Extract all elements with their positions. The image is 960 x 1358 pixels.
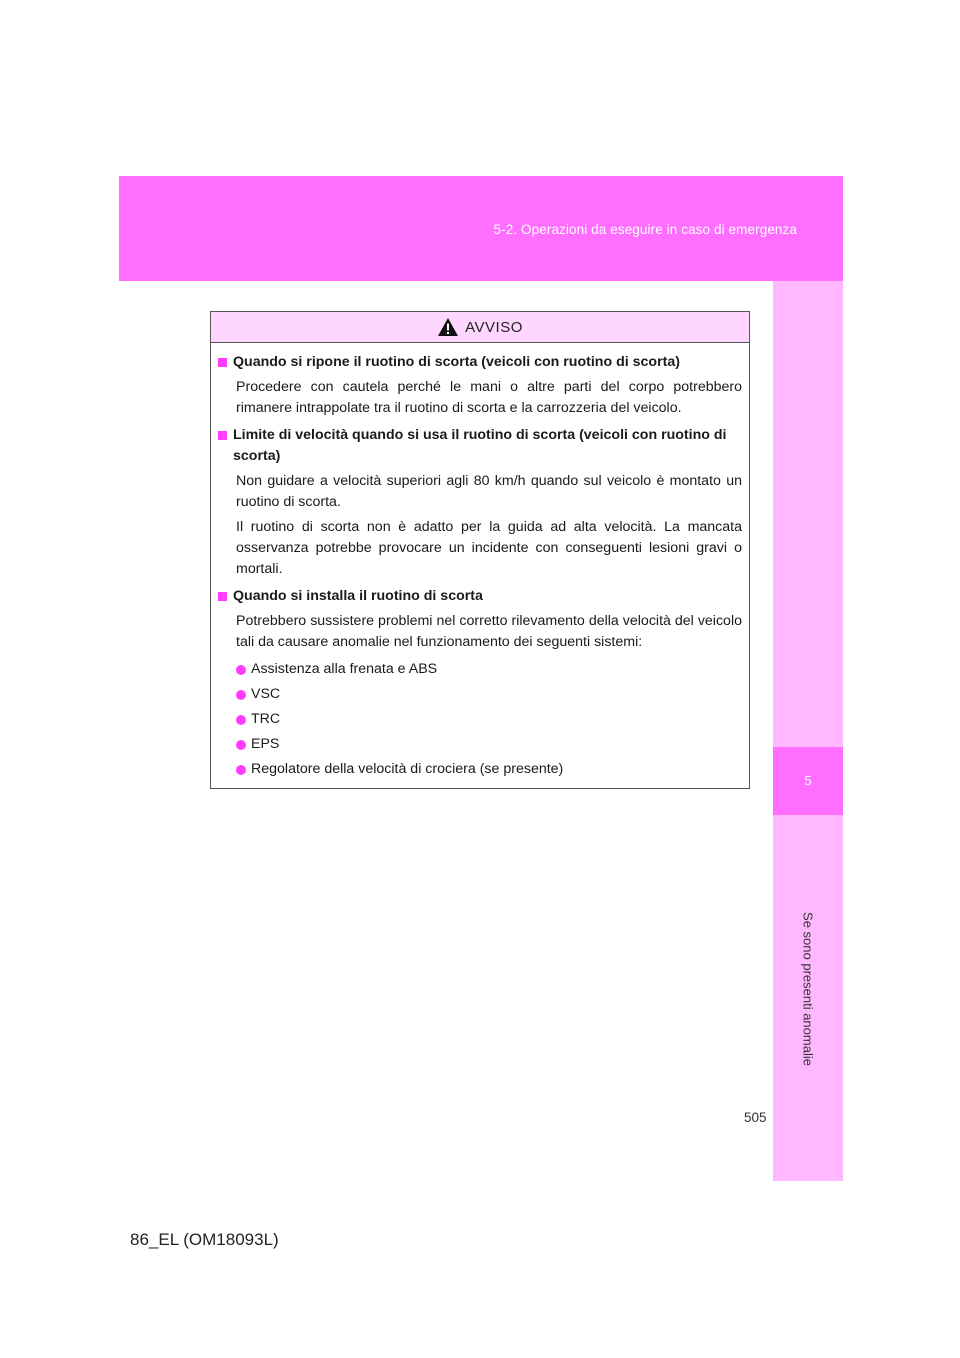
document-code: 86_EL (OM18093L) [130,1230,279,1249]
item-heading: Quando si ripone il ruotino di scorta (veicoli con ruotino di scorta) [233,354,680,370]
round-bullet-icon [236,740,246,750]
list-item: EPS [236,732,742,757]
header-band [119,176,843,281]
warning-item-installing-spare [218,586,742,782]
section-title: 5-2. Operazioni da eseguire in caso di emergenza [493,222,797,237]
round-bullet-icon [236,690,246,700]
square-bullet-icon [218,431,227,440]
warning-title: AVVISO [465,318,523,336]
warning-box [210,311,750,789]
page-number: 505 [744,1110,767,1125]
chapter-label: Se sono presenti anomalie [800,912,816,1066]
round-bullet-icon [236,765,246,775]
item-paragraph: Potrebbero sussistere problemi nel corretto rilevamento della velocità del veicolo tali da causare anomalie nel funzionamento dei seguenti sistemi: [236,613,742,650]
chapter-number: 5 [773,747,843,815]
round-bullet-icon [236,665,246,675]
square-bullet-icon [218,358,227,367]
chapter-side-tab[interactable] [773,281,843,1181]
item-paragraph: Procedere con cautela perché le mani o altre parti del corpo potrebbero rimanere intrappolate tra il ruotino di scorta e la carrozzeria del veicolo. [236,379,742,416]
warning-header [211,312,749,343]
list-item: VSC [236,682,742,707]
list-item: TRC [236,707,742,732]
list-item: Regolatore della velocità di crociera (se presente) [236,757,742,782]
square-bullet-icon [218,592,227,601]
warning-item-speed-limit [218,425,742,580]
warning-item-storing-spare [218,352,742,419]
item-paragraph: Non guidare a velocità superiori agli 80 km/h quando sul veicolo è montato un ruotino di scorta. [236,473,742,510]
round-bullet-icon [236,715,246,725]
item-paragraph: Il ruotino di scorta non è adatto per la guida ad alta velocità. La mancata osservanza potrebbe provocare un incidente con conseguenti lesioni gravi o mortali. [236,519,742,577]
list-item: Assistenza alla frenata e ABS [236,657,742,682]
warning-triangle-icon [437,317,459,337]
warning-body [211,343,749,782]
item-heading: Limite di velocità quando si usa il ruotino di scorta (veicoli con ruotino di scorta) [233,427,727,464]
affected-systems-list [236,657,742,782]
item-heading: Quando si installa il ruotino di scorta [233,588,483,604]
